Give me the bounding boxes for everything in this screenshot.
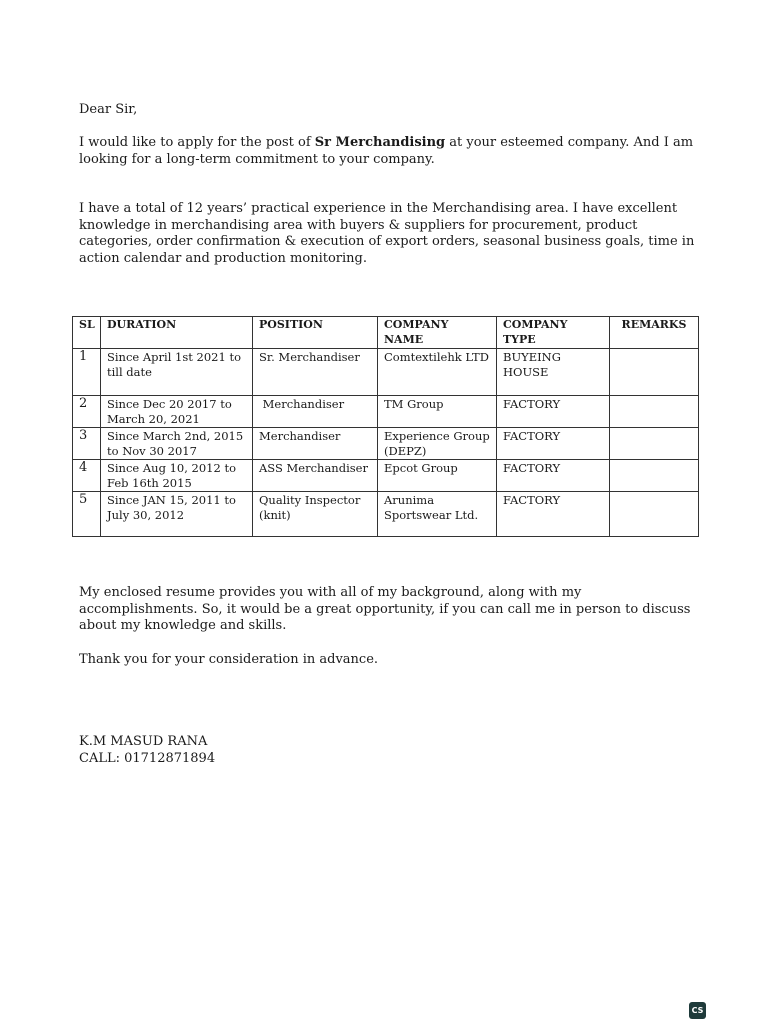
cell-company-name: Comtextilehk LTD: [378, 349, 497, 396]
cell-company-type: BUYEING HOUSE: [497, 349, 610, 396]
cell-remarks: [610, 349, 699, 396]
cell-remarks: [610, 428, 699, 460]
signature-block: [79, 734, 699, 767]
cell-company-name: TM Group: [378, 396, 497, 428]
signature-name: K.M MASUD RANA: [79, 734, 208, 749]
cell-remarks: [610, 492, 699, 537]
cell-company-type: FACTORY: [497, 396, 610, 428]
table-row: [73, 396, 699, 428]
table-row: [73, 428, 699, 460]
cell-duration: Since JAN 15, 2011 to July 30, 2012: [101, 492, 253, 537]
cell-duration: Since April 1st 2021 to till date: [101, 349, 253, 396]
table-header-row: [73, 317, 699, 349]
cell-company-type: FACTORY: [497, 428, 610, 460]
camscanner-logo-icon: CS: [689, 1002, 706, 1019]
table-row: [73, 460, 699, 492]
cell-sl: 3: [73, 428, 101, 460]
header-company-type: COMPANY TYPE: [497, 317, 610, 349]
experience-paragraph: I have a total of 12 years’ practical experience in the Merchandising area. I have excellent knowledge in merchandising area with buyers & suppliers for procurement, product categories, order confirmation & execution of export orders, seasonal business goals, time in action calendar and production monitoring.: [79, 201, 695, 266]
intro-text-start: I would like to apply for the post of: [79, 135, 315, 150]
cell-sl: 5: [73, 492, 101, 537]
cell-company-name: Arunima Sportswear Ltd.: [378, 492, 497, 537]
cell-position: Sr. Merchandiser: [253, 349, 378, 396]
cell-sl: 2: [73, 396, 101, 428]
cell-position: Merchandiser: [253, 396, 378, 428]
cell-company-name: Experience Group (DEPZ): [378, 428, 497, 460]
cell-remarks: [610, 460, 699, 492]
intro-paragraph: [79, 135, 699, 168]
header-duration: DURATION: [101, 317, 253, 349]
cell-duration: Since Dec 20 2017 to March 20, 2021: [101, 396, 253, 428]
cell-company-type: FACTORY: [497, 460, 610, 492]
cell-company-type: FACTORY: [497, 492, 610, 537]
cell-duration: Since Aug 10, 2012 to Feb 16th 2015: [101, 460, 253, 492]
header-remarks: REMARKS: [610, 317, 699, 349]
table-row: [73, 349, 699, 396]
header-company-name: COMPANY NAME: [378, 317, 497, 349]
cell-position: Merchandiser: [253, 428, 378, 460]
header-sl: SL: [73, 317, 101, 349]
salutation: Dear Sir,: [79, 102, 138, 117]
cell-sl: 4: [73, 460, 101, 492]
cell-position: ASS Merchandiser: [253, 460, 378, 492]
intro-text-end: at your esteemed company. And I am looking for a long-term commitment to your company.: [79, 135, 694, 167]
resume-paragraph: My enclosed resume provides you with all of my background, along with my accomplishments. So, it would be a great opportunity, if you can call me in person to discuss about my knowledge and skills.: [79, 585, 691, 633]
signature-phone: CALL: 01712871894: [79, 750, 216, 766]
cell-position: Quality Inspector (knit): [253, 492, 378, 537]
cell-remarks: [610, 396, 699, 428]
cell-duration: Since March 2nd, 2015 to Nov 30 2017: [101, 428, 253, 460]
cell-sl: 1: [73, 349, 101, 396]
header-position: POSITION: [253, 317, 378, 349]
post-title: Sr Merchandising: [314, 135, 446, 150]
experience-table: [72, 316, 699, 537]
cell-company-name: Epcot Group: [378, 460, 497, 492]
table-row: [73, 492, 699, 537]
thanks-paragraph: Thank you for your consideration in advance.: [79, 652, 379, 667]
